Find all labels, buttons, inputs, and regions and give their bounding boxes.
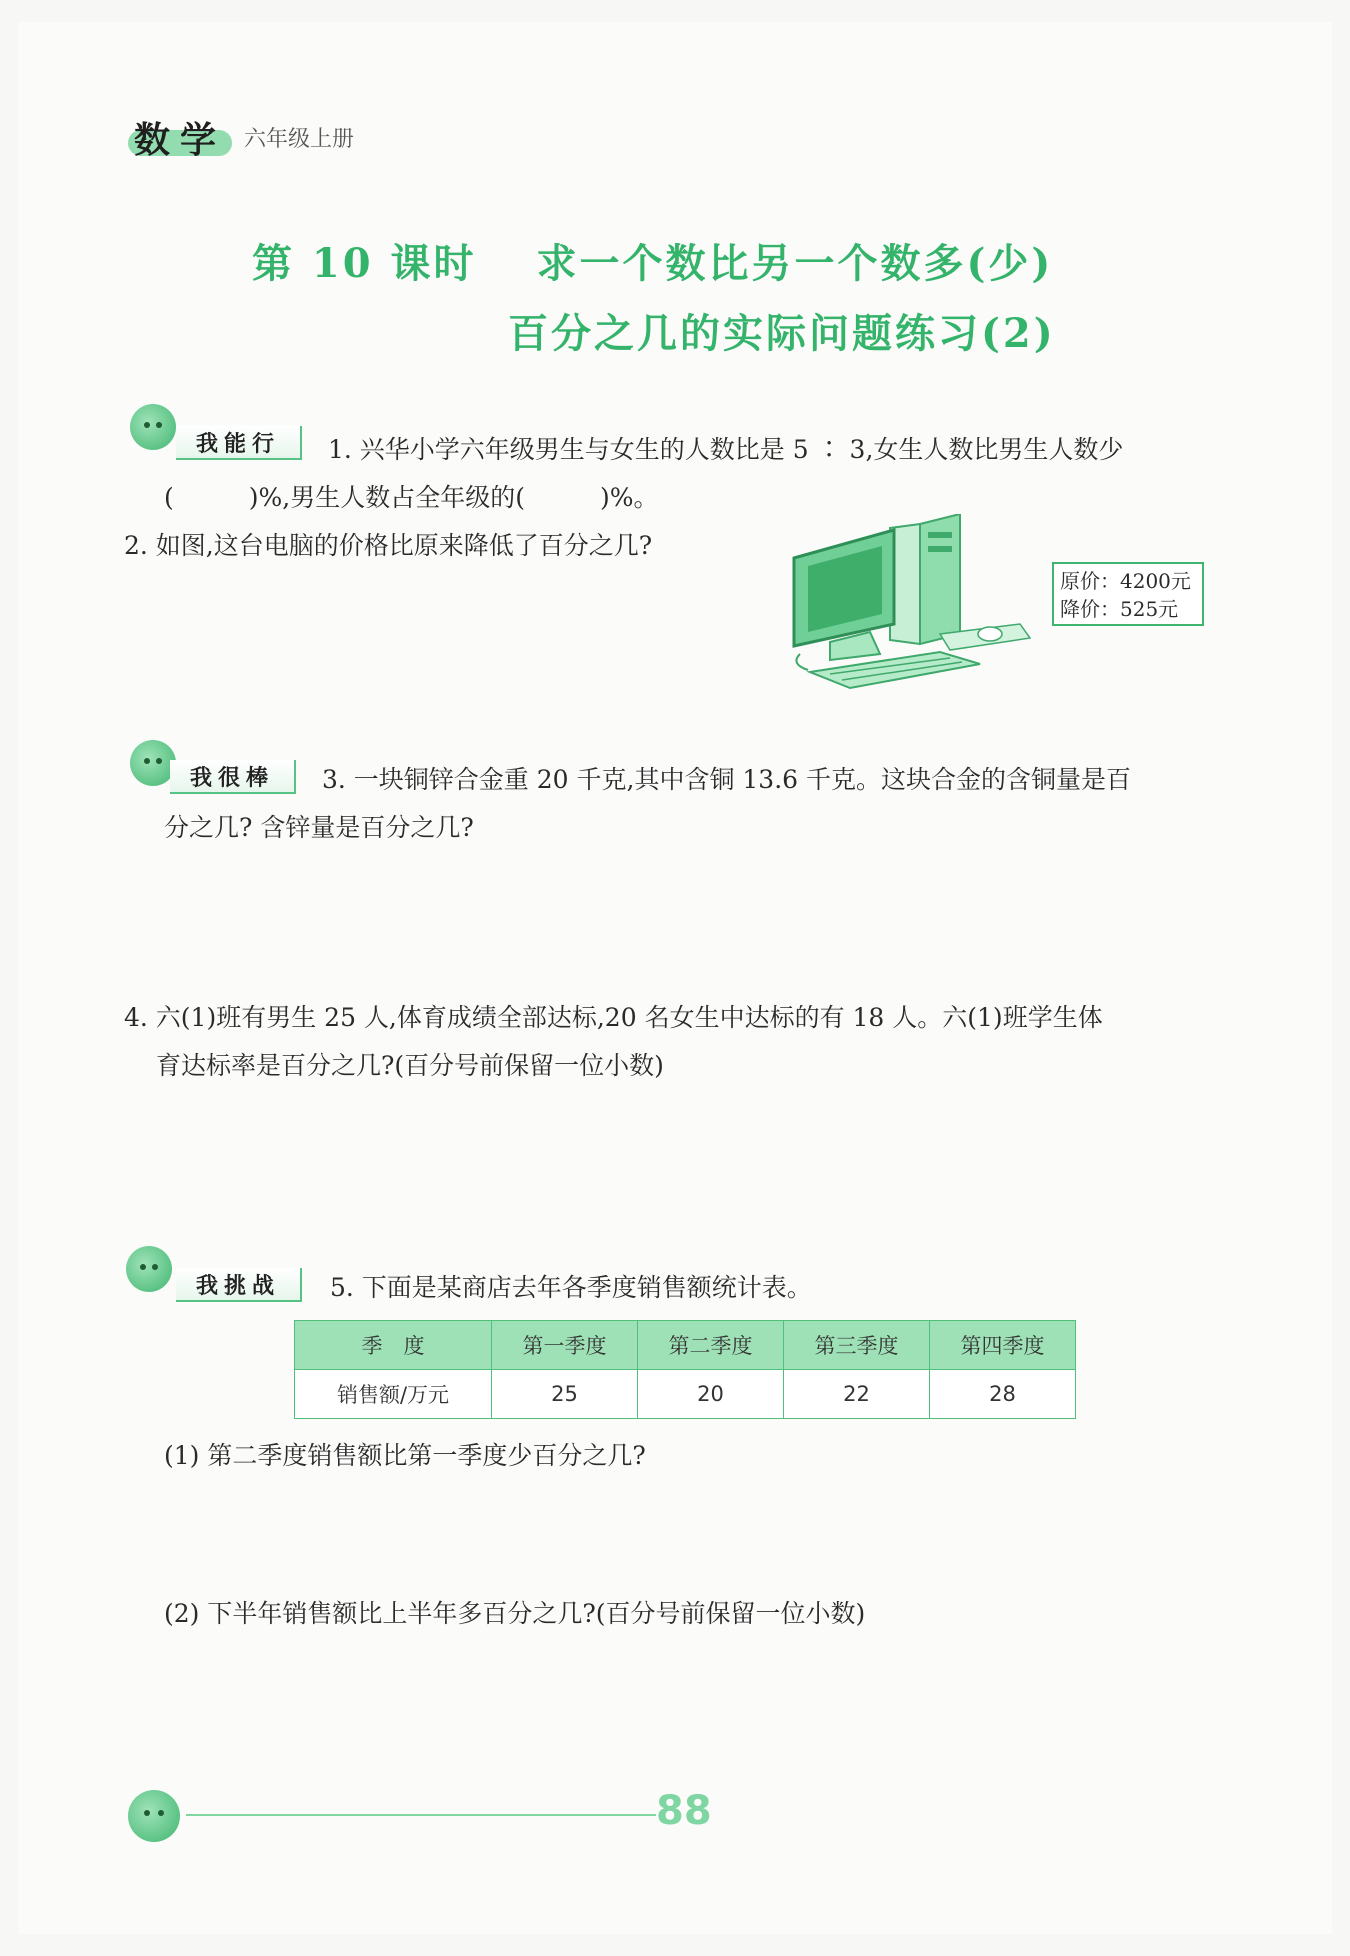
header-subject: 数学 <box>134 120 227 161</box>
price-label-box <box>1052 562 1204 626</box>
question-5-sub2: (2) 下半年销售额比上半年多百分之几?(百分号前保留一位小数) <box>164 1599 866 1628</box>
table-cell: 28 <box>930 1370 1076 1419</box>
sales-table <box>294 1320 1076 1419</box>
cartoon-kid-icon <box>130 404 176 450</box>
reduced-price: 降价：525元 <box>1060 597 1179 621</box>
footer-divider <box>186 1814 656 1816</box>
computer-illustration <box>790 514 1040 694</box>
kid-eye <box>144 758 150 764</box>
page-number: 88 <box>656 1788 712 1834</box>
table-header-cell: 第三季度 <box>784 1321 930 1370</box>
question-5-sub1: (1) 第二季度销售额比第一季度少百分之几? <box>164 1441 646 1470</box>
section-badge-2: 我很棒 <box>170 760 296 794</box>
question-3-line1: 3. 一块铜锌合金重 20 千克,其中含铜 13.6 千克。这块合金的含铜量是百 <box>322 765 1132 794</box>
table-cell: 22 <box>784 1370 930 1419</box>
cartoon-kid-icon <box>126 1246 172 1292</box>
original-price: 原价：4200元 <box>1060 569 1191 593</box>
kid-eye <box>144 1810 150 1816</box>
table-row <box>295 1370 1076 1419</box>
question-1-line2: ( )%,男生人数占全年级的( )%。 <box>164 483 659 512</box>
question-5: 5. 下面是某商店去年各季度销售额统计表。 <box>330 1273 812 1302</box>
table-header-cell: 第二季度 <box>638 1321 784 1370</box>
question-4-line2: 育达标率是百分之几?(百分号前保留一位小数) <box>156 1051 664 1080</box>
table-cell: 25 <box>492 1370 638 1419</box>
kid-eye <box>152 1264 158 1270</box>
footer-cartoon-icon <box>128 1790 180 1842</box>
table-header-cell: 季 度 <box>295 1321 492 1370</box>
lesson-title-line1: 第 10 课时 求一个数比另一个数多(少) <box>252 240 1054 287</box>
kid-eye <box>144 422 150 428</box>
lesson-title-line2: 百分之几的实际问题练习(2) <box>508 310 1056 357</box>
header-grade: 六年级上册 <box>244 127 355 152</box>
table-header-row <box>295 1321 1076 1370</box>
question-1-line1: 1. 兴华小学六年级男生与女生的人数比是 5 ∶ 3,女生人数比男生人数少 <box>328 435 1124 464</box>
question-4-line1: 4. 六(1)班有男生 25 人,体育成绩全部达标,20 名女生中达标的有 18 人。六(1)班学生体 <box>124 1003 1103 1032</box>
kid-eye <box>156 758 162 764</box>
kid-eye <box>140 1264 146 1270</box>
question-2: 2. 如图,这台电脑的价格比原来降低了百分之几? <box>124 531 653 560</box>
kid-eye <box>158 1810 164 1816</box>
kid-eye <box>156 422 162 428</box>
table-row-label: 销售额/万元 <box>295 1370 492 1419</box>
question-3-line2: 分之几? 含锌量是百分之几? <box>164 813 474 842</box>
section-badge-1: 我能行 <box>176 426 302 460</box>
section-badge-3: 我挑战 <box>176 1268 302 1302</box>
table-header-cell: 第四季度 <box>930 1321 1076 1370</box>
table-header-cell: 第一季度 <box>492 1321 638 1370</box>
table-cell: 20 <box>638 1370 784 1419</box>
